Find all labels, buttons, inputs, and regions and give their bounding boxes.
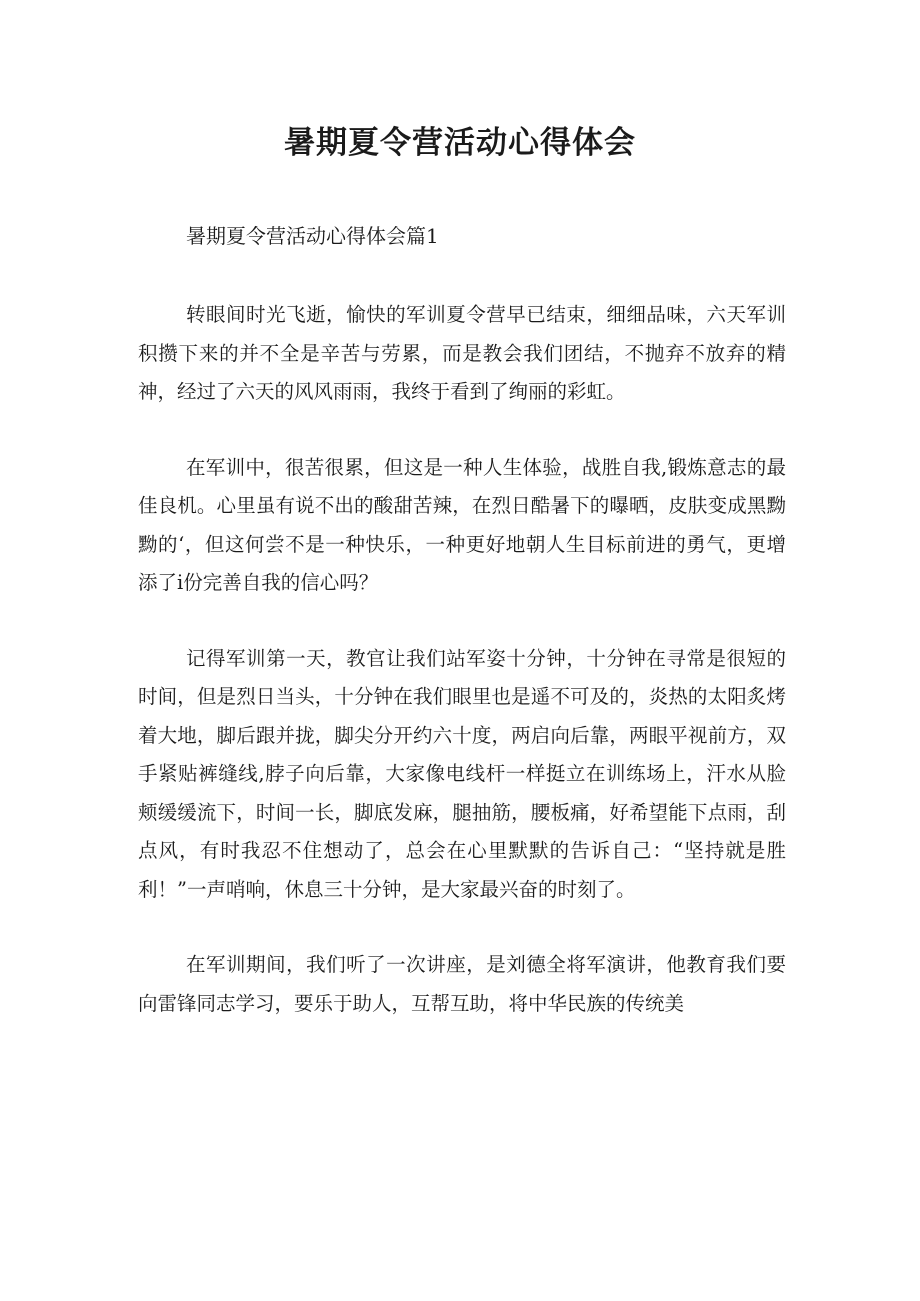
document-body (138, 296, 786, 1060)
paragraph-4: 在军训期间，我们听了一次讲座，是刘德全将军演讲，他教育我们要向雷锋同志学习，要乐于助人，互帮互助，将中华民族的传统美 (138, 953, 786, 1015)
document-title: 暑期夏令营活动心得体会 (284, 125, 636, 161)
paragraph-2: 在军训中，很苦很累，但这是一种人生体验，战胜自我,锻炼意志的最佳良机。心里虽有说不出的酸甜苦辣，在烈日酷暑下的曝晒，皮肤变成黑黝黝的‘，但这何尝不是一种快乐，一种更好地朝人生目标前进的勇气，更增添了i份完善自我的信心吗？ (138, 455, 786, 594)
paragraph-3: 记得军训第一天，教官让我们站军姿十分钟，十分钟在寻常是很短的时间，但是烈日当头，十分钟在我们眼里也是遥不可及的，炎热的太阳炙烤着大地，脚后跟并拢，脚尖分开约六十度，两启向后靠，两眼平视前方，双手紧贴裤缝线,脖子向后靠，大家像电线杆一样挺立在训练场上，汗水从脸颊缓缓流下，时间一长，脚底发麻，腿抽筋，腰板痛，好希望能下点雨，刮点风，有时我忍不住想动了，总会在心里默默的告诉自己：“坚持就是胜利！”一声哨响，休息三十分钟，是大家最兴奋的时刻了。 (138, 646, 786, 901)
paragraph-1: 转眼间时光飞逝，愉快的军训夏令营早已结束，细细品味，六天军训积攒下来的并不全是辛苦与劳累，而是教会我们团结，不抛弃不放弃的精神，经过了六天的风风雨雨，我终于看到了绚丽的彩虹。 (138, 303, 786, 403)
section-heading: 暑期夏令营活动心得体会篇1 (186, 224, 439, 248)
